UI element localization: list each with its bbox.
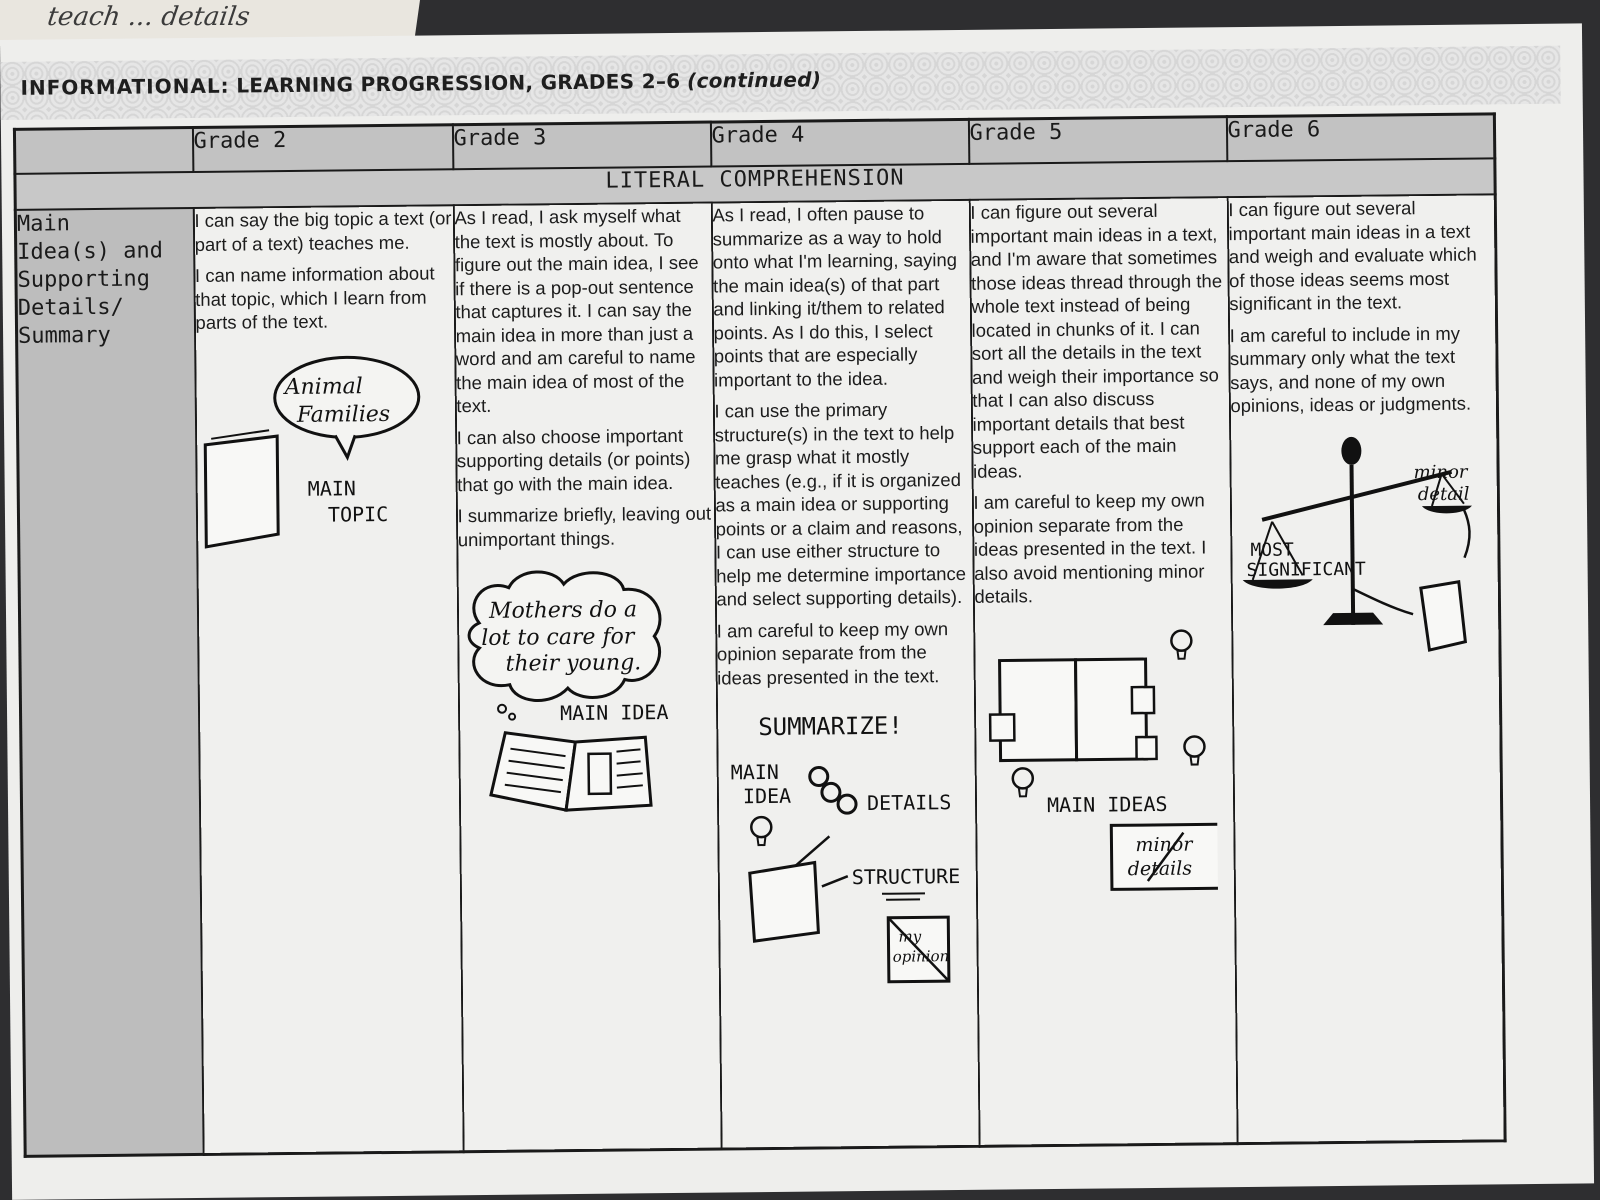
grade-5-paragraph: I am careful to keep my own opinion separate from the ideas presented in the text. I also avoid mentioning minor details.: [973, 489, 1207, 607]
minor-details-line1: minor: [1134, 833, 1192, 856]
bubble-text-line2: Families: [296, 401, 390, 428]
speech-bubble-tail: [335, 435, 355, 457]
book-icon: [1420, 581, 1465, 649]
banner-continued: (continued): [686, 67, 822, 93]
section-heading: LITERAL COMPREHENSION: [15, 158, 1495, 209]
grade-header-6: Grade 6: [1226, 114, 1494, 161]
grade-4-cell: [711, 200, 979, 1149]
thought-dot: [509, 714, 515, 720]
banner-label: INFORMATIONAL:: [20, 73, 230, 100]
header-corner-cell: [14, 127, 192, 173]
row-heading-line: Main: [16, 211, 71, 237]
lightbulb-icon: [751, 817, 771, 845]
main-topic-label-line1: MAIN: [307, 475, 356, 501]
chain-link-icon: [809, 767, 855, 813]
row-heading-line: Details/: [17, 294, 124, 321]
main-ideas-sketch: [975, 618, 1218, 900]
main-idea-label-line2: IDEA: [742, 783, 791, 809]
grade-header-2: Grade 2: [192, 125, 452, 172]
cloud-text-line3: their young.: [504, 650, 641, 677]
grade-header-3: Grade 3: [452, 122, 710, 169]
cloud-text-line1: Mothers do a: [488, 597, 637, 624]
learning-progression-table: [13, 112, 1507, 1157]
grade-4-paragraph: As I read, I often pause to summarize as a way to hold onto what I'm learning, saying the main idea(s) of that part and linking it/them to related points. As I do this, I select points that are especially important to the idea.: [712, 202, 958, 391]
main-idea-sketch: [458, 561, 691, 823]
minor-detail-line1: minor: [1412, 461, 1468, 483]
balance-scale-sketch: [1231, 427, 1484, 690]
cloud-text-line2: lot to care for: [480, 624, 634, 651]
grade-4-paragraph: I am careful to keep my own opinion separate from the ideas presented in the text.: [716, 617, 949, 689]
opinion-note-icon: [888, 917, 949, 982]
grade-3-paragraph: I can also choose important supporting details (or points) that go with the main idea.: [456, 424, 691, 495]
main-ideas-label: MAIN IDEAS: [1046, 791, 1168, 817]
grade-5-paragraph: I can figure out several important main ideas in a text, and I'm aware that sometimes those ideas thread through the whole text instead of being located in chunks of it. I can sort all the details in the text and weigh their importance so that I can also discuss important details that best support each of the main ideas.: [970, 199, 1223, 482]
most-significant-line1: MOST: [1249, 538, 1294, 561]
arrow-icon: [1352, 588, 1412, 615]
underline-mark: [881, 893, 924, 899]
arrow-icon: [1463, 509, 1469, 557]
table-row: [15, 194, 1505, 1156]
grade-2-paragraph: I can name information about that topic, which I learn from parts of the text.: [194, 262, 435, 333]
lightbulb-icon: [1171, 630, 1191, 658]
grade-2-paragraph: I can say the big topic a text (or part of a text) teaches me.: [194, 207, 452, 255]
minor-details-line2: details: [1127, 857, 1192, 880]
lightbulb-icon: [1184, 736, 1204, 764]
row-heading-line: Summary: [17, 322, 111, 349]
row-heading-line: Idea(s) and: [17, 238, 164, 265]
open-book-icon: [490, 731, 651, 811]
banner-subtitle: LEARNING PROGRESSION, GRADES 2–6: [236, 68, 681, 98]
grade-3-cell: [453, 203, 721, 1152]
banner-title: [20, 67, 821, 99]
background-handwritten-note: teach ... details: [0, 0, 420, 46]
grade-2-cell: [193, 205, 463, 1154]
most-significant-line2: SIGNIFICANT: [1246, 558, 1366, 581]
summarize-title: SUMMARIZE!: [757, 711, 903, 742]
lightbulb-icon: [1012, 768, 1032, 796]
row-heading-line: Supporting: [17, 266, 151, 293]
thought-dot: [497, 705, 505, 713]
minor-details-box: [1111, 824, 1218, 889]
grade-6-paragraph: I am careful to include in my summary only what the text says, and none of my own opinions, ideas or judgments.: [1229, 322, 1472, 417]
bubble-text-line1: Animal: [284, 373, 363, 400]
main-topic-label-line2: TOPIC: [327, 501, 388, 527]
book-icon: [749, 862, 818, 941]
row-heading: [15, 208, 203, 1156]
grade-3-paragraph: As I read, I ask myself what the text is mostly about. To figure out the main idea, I see if there is a pop-out sentence that captures it. I can say the main idea in more than just a word and am careful to name the main idea of most of the text.: [454, 204, 699, 417]
summarize-sketch: [717, 699, 960, 1001]
worksheet-page: [0, 23, 1594, 1200]
grade-6-cell: [1227, 194, 1505, 1143]
grade-3-paragraph: I summarize briefly, leaving out unimportant things.: [457, 502, 712, 550]
opinion-note-line2: opinion: [892, 947, 949, 966]
grade-header-5: Grade 5: [968, 117, 1226, 164]
structure-label: STRUCTURE: [851, 863, 960, 890]
main-idea-label-line1: MAIN: [730, 759, 779, 785]
page-banner: [0, 46, 1561, 120]
main-idea-label: MAIN IDEA: [559, 700, 669, 726]
book-topic-sketch: [196, 344, 428, 556]
arrow-icon: [821, 876, 847, 886]
details-label: DETAILS: [866, 790, 951, 815]
grade-4-paragraph: I can use the primary structure(s) in the text to help me grasp what it mostly teaches (e.g., if it is organized as a main idea or supporting points or a claim and reasons, I can use either structure to help me determine importance and select supporting details).: [714, 398, 967, 610]
book-icon: [205, 436, 278, 547]
open-book-icon: [989, 658, 1156, 760]
opinion-note-line1: my: [897, 927, 921, 946]
grade-6-paragraph: I can figure out several important main ideas in a text and weigh and evaluate which of those ideas seems most significant in the text.: [1228, 197, 1477, 315]
grade-5-cell: [969, 197, 1237, 1146]
grade-header-4: Grade 4: [710, 119, 968, 166]
minor-detail-line2: detail: [1417, 483, 1470, 505]
